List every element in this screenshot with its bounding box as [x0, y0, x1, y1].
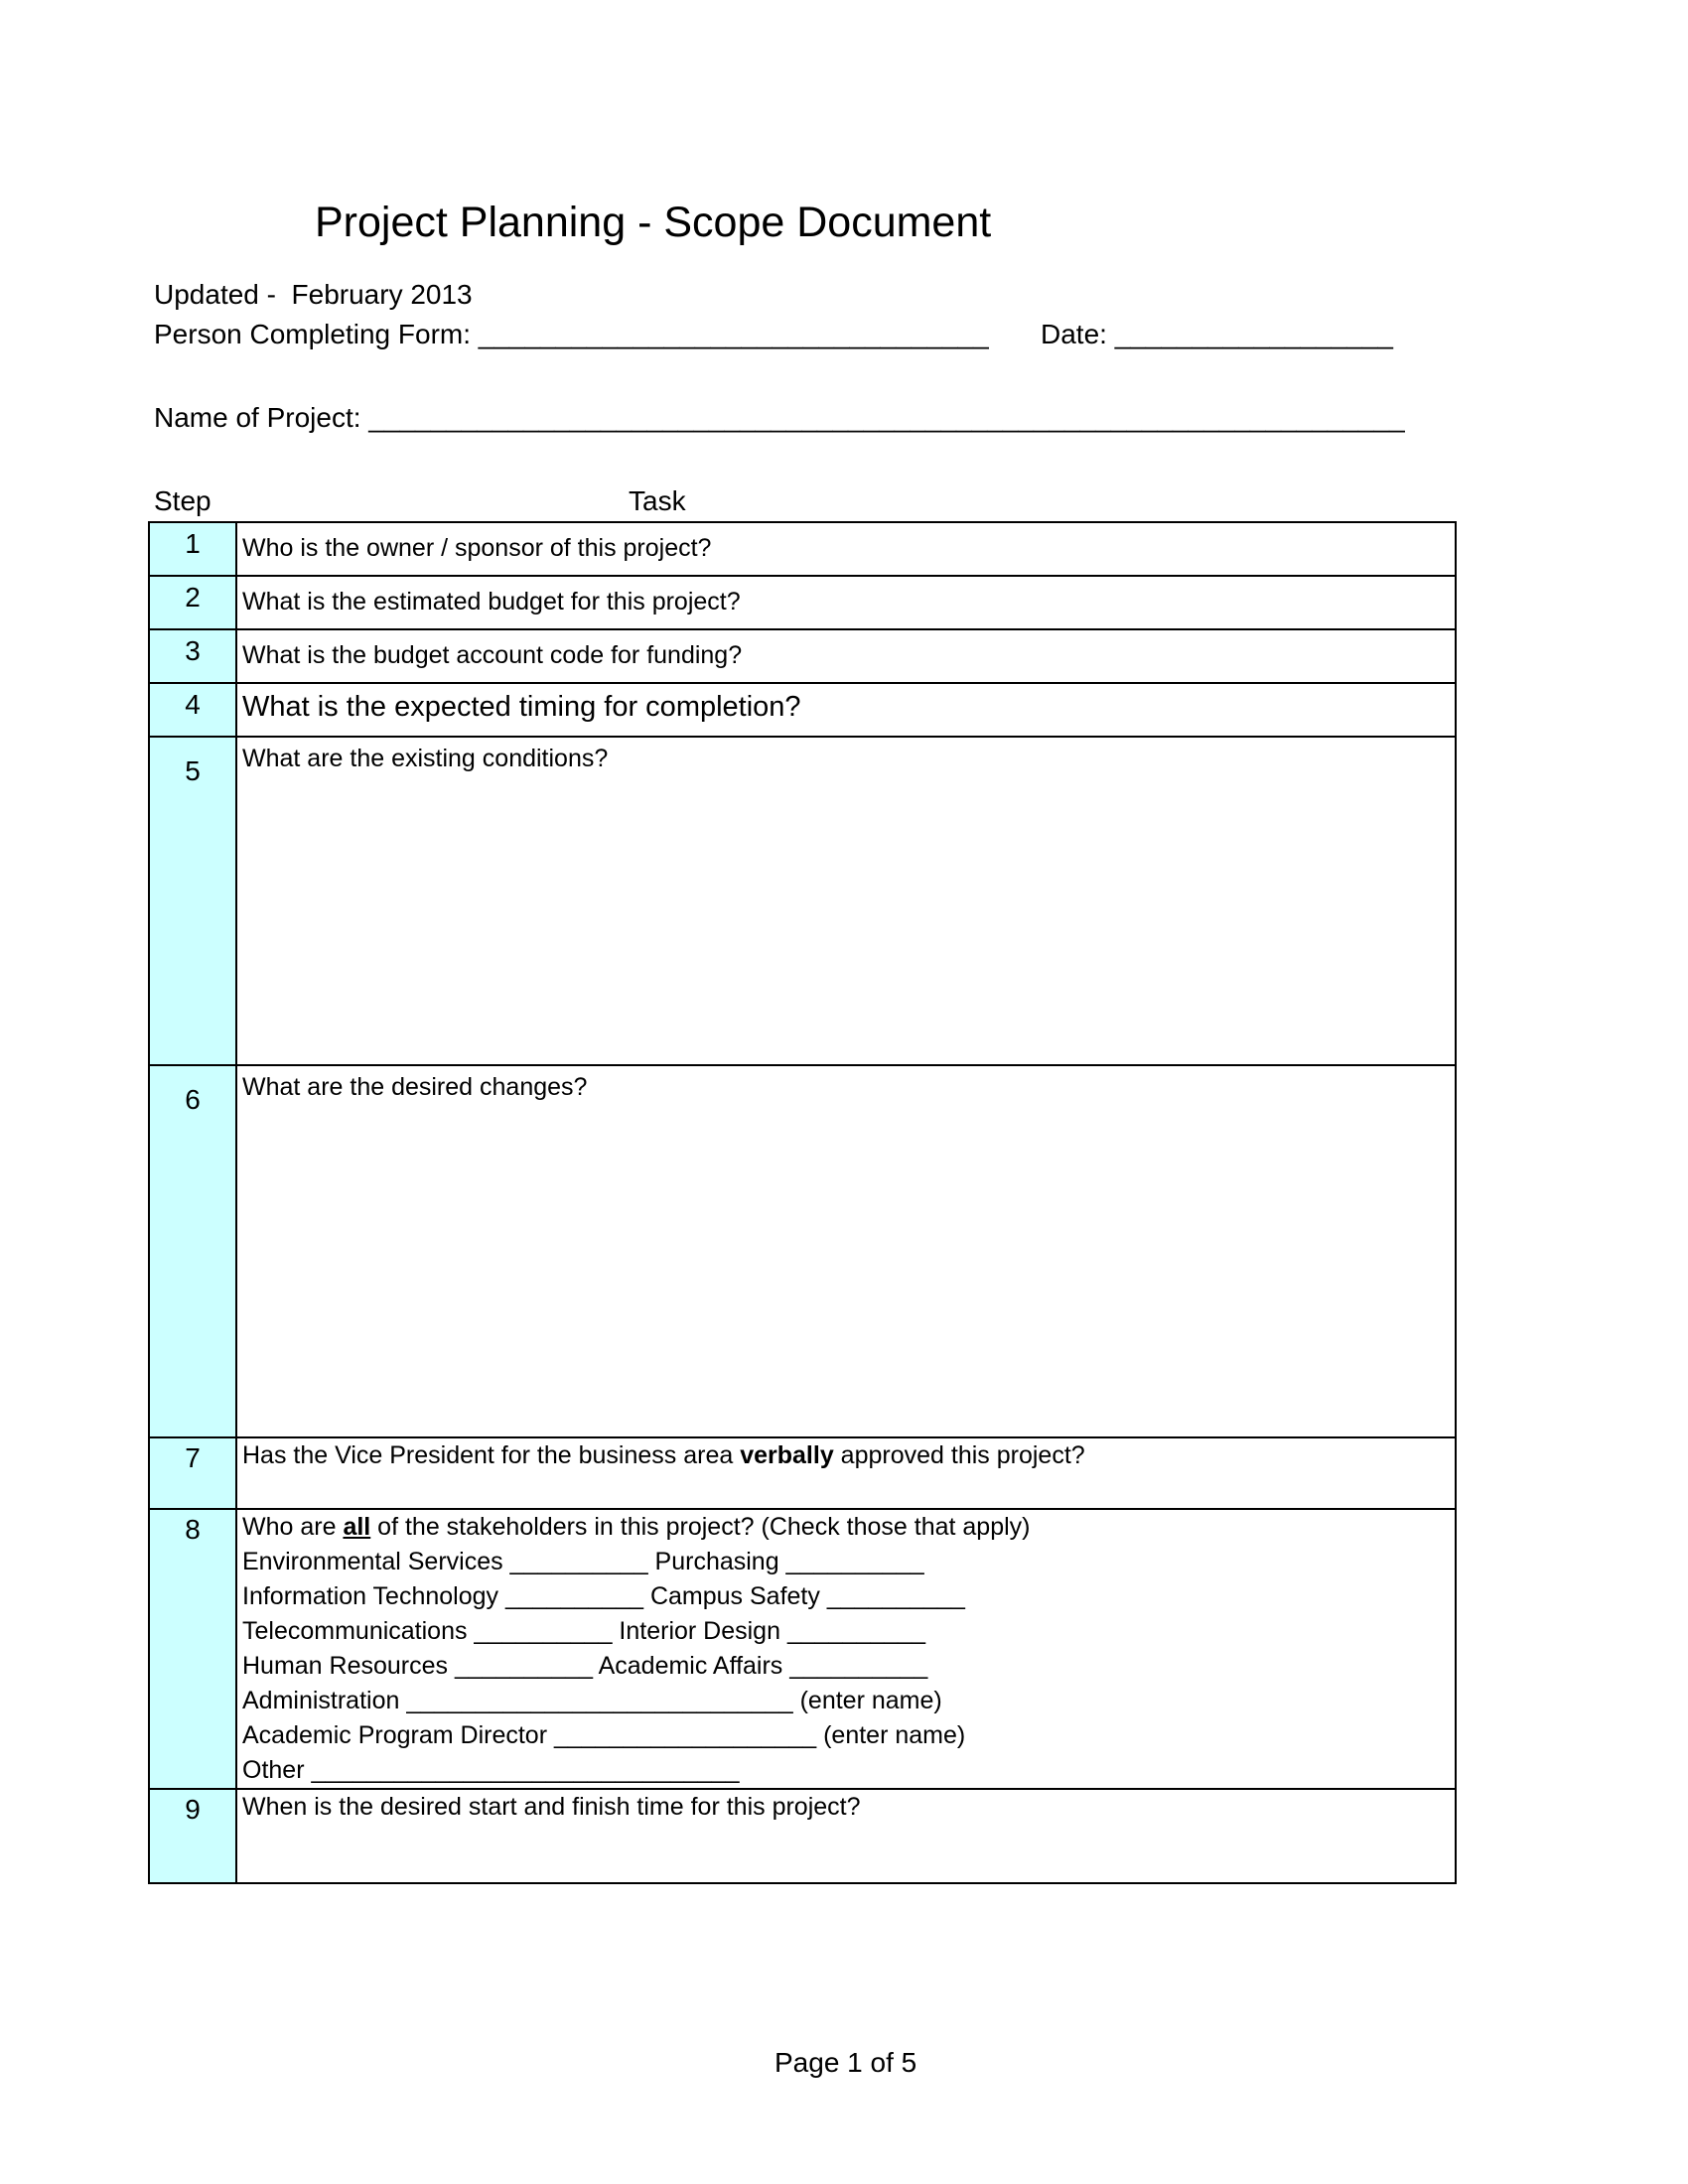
table-row: [149, 1509, 1456, 1789]
step-number: 9: [185, 1794, 201, 1825]
table-row: [149, 522, 1456, 576]
table-row: [149, 737, 1456, 1065]
step-number: 7: [185, 1442, 201, 1473]
person-completing-form-field: Person Completing Form: _________________________________: [154, 319, 989, 349]
stakeholder-line: Information Technology __________ Campus Safety __________: [242, 1582, 965, 1610]
date-field: Date: __________________: [1041, 319, 1394, 349]
task-question: Has the Vice President for the business area verbally approved this project?: [242, 1441, 1085, 1469]
stakeholder-line: Telecommunications __________ Interior Design __________: [242, 1617, 925, 1645]
table-row: [149, 1437, 1456, 1509]
task-question: When is the desired start and finish time for this project?: [242, 1793, 861, 1821]
table-row: [149, 1789, 1456, 1883]
stakeholder-line: Human Resources __________ Academic Affairs __________: [242, 1652, 928, 1680]
page-number: Page 1 of 5: [774, 2047, 917, 2078]
updated-date: Updated - February 2013: [154, 279, 473, 310]
table-row: [149, 629, 1456, 683]
table-row: [149, 576, 1456, 629]
stakeholder-line: Environmental Services __________ Purchasing __________: [242, 1548, 924, 1575]
task-question: What are the existing conditions?: [242, 745, 609, 772]
task-question: Who is the owner / sponsor of this project?: [242, 534, 712, 562]
table-row: [149, 683, 1456, 737]
task-question: What is the expected timing for completion?: [242, 691, 801, 723]
step-number: 8: [185, 1514, 201, 1545]
task-column-header: Task: [629, 485, 686, 516]
task-question: What is the estimated budget for this project?: [242, 588, 741, 615]
step-number: 6: [185, 1084, 201, 1115]
scope-table: [148, 521, 1457, 1884]
project-name-field: Name of Project: ___________________________________________________________________: [154, 402, 1405, 433]
table-row: [149, 1065, 1456, 1437]
stakeholder-line: Administration ____________________________ (enter name): [242, 1687, 942, 1714]
task-question: What are the desired changes?: [242, 1073, 588, 1101]
step-column-header: Step: [154, 485, 211, 516]
step-number: 1: [185, 528, 201, 559]
step-number: 2: [185, 582, 201, 613]
document-title: Project Planning - Scope Document: [315, 199, 992, 246]
step-number: 5: [185, 755, 201, 786]
step-number: 3: [185, 635, 201, 666]
stakeholder-line: Academic Program Director ___________________ (enter name): [242, 1721, 966, 1749]
emphasis-all: all: [343, 1513, 371, 1541]
stakeholder-line: Other _______________________________: [242, 1756, 740, 1784]
emphasis-verbally: verbally: [740, 1441, 834, 1469]
task-question: Who are all of the stakeholders in this project? (Check those that apply): [242, 1513, 1031, 1541]
step-number: 4: [185, 689, 201, 720]
task-question: What is the budget account code for funding?: [242, 641, 743, 669]
